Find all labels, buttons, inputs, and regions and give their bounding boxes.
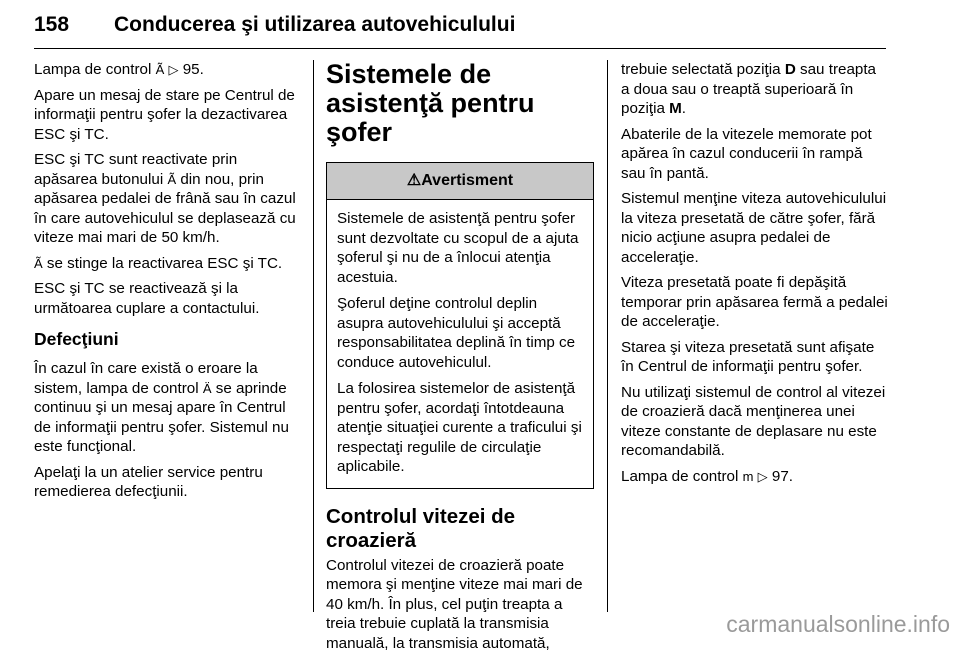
page-header [34, 8, 926, 42]
paragraph: Lampa de control m ▷ 97. [621, 467, 794, 485]
paragraph: Sistemele de asistenţă pentru şofer sunt dezvoltate cu scopul de a ajuta şoferul şi nu de a înlocui atenţia acestuia. [337, 210, 579, 286]
paragraph: Abaterile de la vitezele memorate pot apărea în cazul conducerii în rampă sau în pantă. [621, 125, 872, 182]
paragraph: trebuie selectată poziţia D sau treapta a doua sau o treaptă superioară în poziţia M. [621, 61, 877, 117]
warning-body [327, 200, 593, 488]
watermark: carmanualsonline.info [726, 611, 950, 637]
paragraph: În cazul în care există o eroare la sistem, lampa de control Ä se aprinde continuu şi un mesaj apare în Centrul de informaţii pentru şofer. Sistemul nu este funcţional. [34, 360, 289, 455]
paragraph: Sistemul menţine viteza autovehiculului la viteza presetată de către şofer, fără nicio acţiune asupra pedalei de acceleraţie. [621, 190, 887, 266]
subheading-defects: Defecţiuni [34, 329, 119, 349]
paragraph: ESC şi TC sunt reactivate prin apăsarea butonului Ã din nou, prin apăsarea pedalei de frână sau în cazul în care autovehiculul se deplasează cu viteze mai mari de 50 km/h. [34, 151, 296, 246]
paragraph: Ã se stinge la reactivarea ESC şi TC. [34, 254, 283, 272]
esc-off-icon: Ã [155, 62, 165, 77]
subsection-heading: Controlul vitezei de croazieră [326, 504, 516, 552]
page-number: 158 [34, 13, 70, 36]
column-right [621, 60, 888, 492]
page-title: Conducerea şi utilizarea autovehiculului [114, 13, 516, 36]
column-middle [326, 60, 594, 659]
paragraph: Nu utilizaţi sistemul de control al vitezei de croazieră dacă menţinerea unei viteze constante de deplasare nu este recomandabilă. [621, 383, 886, 459]
paragraph: Şoferul deţine controlul deplin asupra autovehiculului şi acceptă responsabilitatea deplină în timp ce conduce autovehiculul. [337, 295, 576, 371]
column-divider [607, 60, 608, 612]
esc-off-icon: Ã [34, 255, 43, 271]
paragraph: Lampa de control Ã ▷ 95. [34, 61, 204, 78]
warning-header: ⚠Avertisment [327, 163, 593, 200]
paragraph: Apelaţi la un atelier service pentru remedierea defecţiunii. [34, 463, 263, 500]
esc-off-icon: Ã [167, 171, 177, 187]
paragraph: Controlul vitezei de croazieră poate memora şi menţine viteze mai mari de 40 km/h. În plus, cel puţin treapta a treia trebuie cuplată la transmisia manuală, la transmisia automată, [326, 556, 583, 652]
paragraph: Viteza presetată poate fi depăşită temporar prin apăsarea fermă a pedalei de acceleraţie. [621, 274, 888, 330]
section-heading: Sistemele de asistenţă pentru şofer [326, 59, 535, 147]
column-left [34, 60, 296, 508]
paragraph: Apare un mesaj de stare pe Centrul de informaţii pentru şofer la dezactivarea ESC şi TC. [34, 86, 295, 143]
paragraph: ESC şi TC se reactivează şi la următoarea cuplare a contactului. [34, 280, 260, 317]
page-ref-arrow-icon: ▷ [168, 62, 179, 77]
paragraph: Starea şi viteza presetată sunt afişate în Centrul de informaţii pentru şofer. [621, 338, 875, 375]
warning-box [326, 162, 594, 489]
column-divider [313, 60, 314, 612]
page-ref-arrow-icon: ▷ [757, 468, 768, 484]
paragraph: La folosirea sistemelor de asistenţă pentru şofer, acordaţi întotdeauna atenţie situaţiei curente a traficului şi respectaţi regulile de circulaţie aplicabile. [337, 380, 582, 475]
warning-triangle-icon: ⚠ [406, 172, 422, 189]
cruise-control-icon: m [742, 468, 754, 484]
header-divider [34, 48, 886, 49]
esc-icon: Ä [202, 380, 212, 396]
